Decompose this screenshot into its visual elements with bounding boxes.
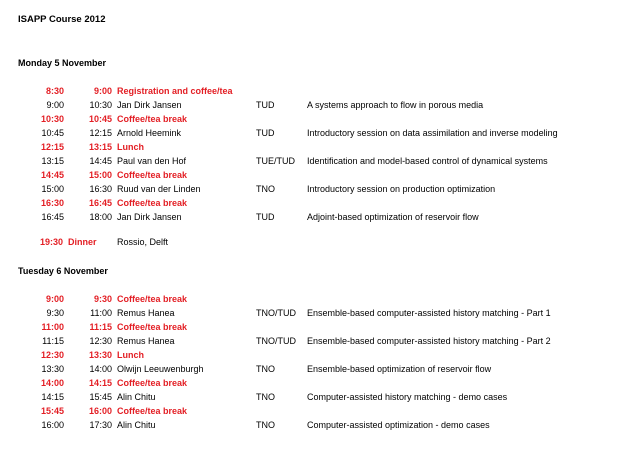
session-title: Lunch — [117, 350, 144, 360]
session-row — [0, 99, 631, 111]
start-time: 11:00 — [41, 322, 64, 332]
end-time: 9:30 — [93, 294, 112, 304]
end-time: 17:30 — [89, 420, 112, 430]
start-time: 14:45 — [40, 170, 64, 180]
end-time: 14:15 — [88, 378, 112, 388]
break-row — [0, 349, 631, 361]
session-title: Coffee/tea break — [117, 294, 188, 304]
end-time: 15:45 — [89, 392, 112, 402]
session-title: Coffee/tea break — [117, 114, 188, 124]
start-time: 13:30 — [41, 364, 64, 374]
break-row — [0, 405, 631, 417]
session-topic: Identification and model-based control of dynamical systems — [307, 156, 548, 166]
start-time: 10:45 — [41, 128, 64, 138]
break-row — [0, 113, 631, 125]
session-title: Lunch — [117, 142, 144, 152]
break-row — [0, 169, 631, 181]
end-time: 10:30 — [89, 100, 112, 110]
break-row — [0, 85, 631, 97]
session-row — [0, 335, 631, 347]
session-topic: Introductory session on production optimization — [307, 184, 496, 194]
organization: TNO/TUD — [256, 308, 296, 318]
end-time: 16:00 — [88, 406, 112, 416]
session-topic: Introductory session on data assimilation and inverse modeling — [307, 128, 558, 138]
session-title: Paul van den Hof — [117, 156, 187, 166]
session-title: Remus Hanea — [117, 336, 175, 346]
session-title: Registration and coffee/tea — [117, 86, 233, 96]
start-time: 14:15 — [41, 392, 64, 402]
dinner-place: Rossio, Delft — [117, 237, 169, 247]
session-row — [0, 183, 631, 195]
start-time: 16:30 — [40, 198, 64, 208]
break-row — [0, 293, 631, 305]
start-time: 15:45 — [40, 406, 64, 416]
organization: TNO — [256, 392, 275, 402]
session-row — [0, 307, 631, 319]
end-time: 18:00 — [89, 212, 112, 222]
start-time: 10:30 — [40, 114, 64, 124]
session-title: Ruud van der Linden — [117, 184, 201, 194]
end-time: 9:00 — [93, 86, 112, 96]
session-title: Coffee/tea break — [117, 406, 188, 416]
session-title: Coffee/tea break — [117, 198, 188, 208]
session-topic: Adjoint-based optimization of reservoir flow — [307, 212, 479, 222]
session-row — [0, 419, 631, 431]
session-title: Olwijn Leeuwenburgh — [117, 364, 204, 374]
session-topic: Computer-assisted optimization - demo cases — [307, 420, 490, 430]
session-topic: Ensemble-based computer-assisted history matching - Part 1 — [307, 308, 551, 318]
break-row — [0, 377, 631, 389]
session-title: Remus Hanea — [117, 308, 175, 318]
break-row — [0, 197, 631, 209]
start-time: 15:00 — [41, 184, 64, 194]
session-topic: Ensemble-based computer-assisted history matching - Part 2 — [307, 336, 551, 346]
start-time: 9:00 — [45, 294, 64, 304]
session-title: Coffee/tea break — [117, 170, 188, 180]
session-row — [0, 363, 631, 375]
organization: TUD — [256, 100, 275, 110]
organization: TNO — [256, 184, 275, 194]
organization: TUD — [256, 128, 275, 138]
session-title: Jan Dirk Jansen — [117, 212, 182, 222]
end-time: 13:30 — [88, 350, 112, 360]
session-row — [0, 127, 631, 139]
start-time: 13:15 — [41, 156, 64, 166]
end-time: 16:30 — [89, 184, 112, 194]
session-topic: Computer-assisted history matching - demo cases — [307, 392, 508, 402]
start-time: 9:30 — [46, 308, 64, 318]
organization: TNO — [256, 420, 275, 430]
session-row — [0, 155, 631, 167]
session-title: Alin Chitu — [117, 392, 156, 402]
organization: TNO — [256, 364, 275, 374]
end-time: 13:15 — [88, 142, 112, 152]
session-topic: A systems approach to flow in porous media — [307, 100, 484, 110]
dinner-label: Dinner — [68, 237, 97, 247]
end-time: 11:00 — [90, 308, 112, 318]
session-row — [0, 391, 631, 403]
start-time: 14:00 — [40, 378, 64, 388]
end-time: 16:45 — [88, 198, 112, 208]
end-time: 12:30 — [89, 336, 112, 346]
start-time: 16:45 — [41, 212, 64, 222]
session-title: Coffee/tea break — [117, 378, 188, 388]
break-row — [0, 321, 631, 333]
break-row — [0, 141, 631, 153]
start-time: 8:30 — [45, 86, 64, 96]
session-row — [0, 211, 631, 223]
dinner-time: 19:30 — [40, 237, 64, 247]
session-title: Coffee/tea break — [117, 322, 188, 332]
session-title: Arnold Heemink — [117, 128, 182, 138]
session-topic: Ensemble-based optimization of reservoir flow — [307, 364, 492, 374]
start-time: 16:00 — [41, 420, 64, 430]
day-heading-tuesday: Tuesday 6 November — [18, 266, 108, 276]
end-time: 14:45 — [89, 156, 112, 166]
start-time: 12:30 — [40, 350, 64, 360]
end-time: 11:15 — [89, 322, 112, 332]
start-time: 12:15 — [40, 142, 64, 152]
organization: TNO/TUD — [256, 336, 296, 346]
dinner-row — [0, 236, 631, 248]
organization: TUE/TUD — [256, 156, 295, 166]
end-time: 15:00 — [88, 170, 112, 180]
page-title: ISAPP Course 2012 — [18, 14, 106, 25]
organization: TUD — [256, 212, 275, 222]
day-heading-monday: Monday 5 November — [18, 58, 107, 68]
start-time: 9:00 — [46, 100, 64, 110]
start-time: 11:15 — [42, 336, 64, 346]
session-title: Jan Dirk Jansen — [117, 100, 182, 110]
end-time: 12:15 — [89, 128, 112, 138]
end-time: 10:45 — [88, 114, 112, 124]
end-time: 14:00 — [89, 364, 112, 374]
session-title: Alin Chitu — [117, 420, 156, 430]
